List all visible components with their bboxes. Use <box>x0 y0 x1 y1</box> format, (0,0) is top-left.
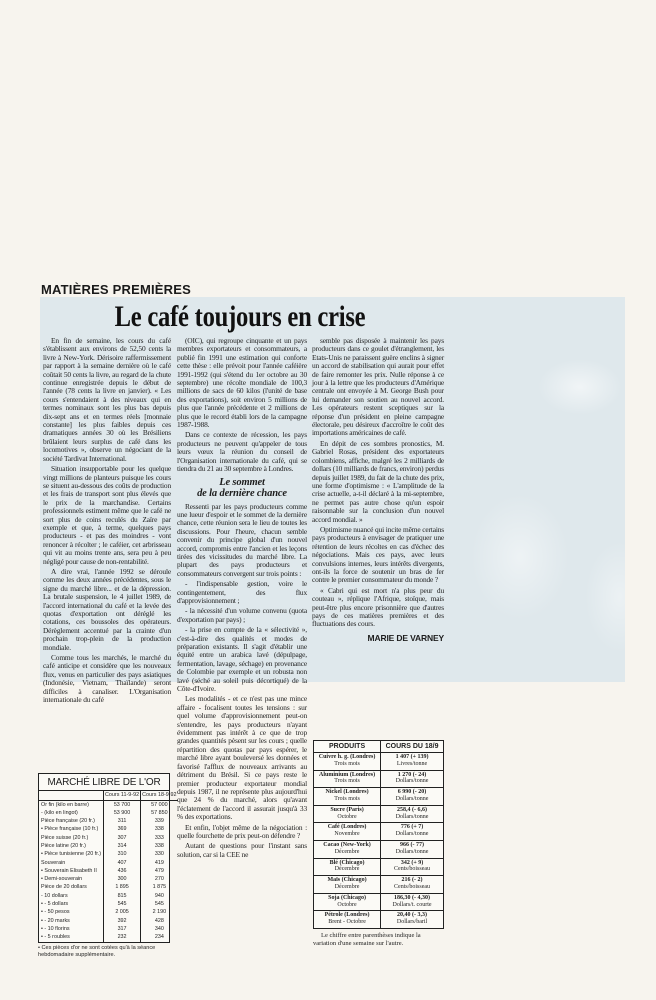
gold-header-date-1: Cours 11-9-92 <box>105 792 140 798</box>
gold-item-label: Pièce latine (20 fr.) <box>41 842 86 849</box>
gold-table-row <box>39 842 178 850</box>
prices-table-row <box>314 893 443 911</box>
gold-price-11-9: 392 <box>104 917 141 925</box>
prices-table-row <box>314 858 443 876</box>
product-cell <box>314 823 381 841</box>
gold-table-row <box>39 933 178 941</box>
gold-item-label: • - 5 roubles <box>41 934 70 941</box>
price-value: 258,4 (- 6,6) <box>397 806 428 813</box>
gold-item-label: - (kilo en lingot) <box>41 809 78 816</box>
product-cell <box>314 788 381 806</box>
gold-price-11-9: 1 895 <box>104 883 141 891</box>
price-value: 216 (- 2) <box>401 877 423 884</box>
gold-table-row <box>39 825 178 833</box>
gold-item-label: • - 20 marks <box>41 917 70 924</box>
price-unit: Cents/boisseau <box>394 883 431 890</box>
gold-item-label: Souverain <box>41 859 66 866</box>
paragraph: « Cabri qui est mort n'a plus peur du couteau », réplique l'Afrique, stoïque, mais peut-être plus encore prisonnière que d'autres pays de ces matières premières et des fluctuations des cours. <box>312 585 444 629</box>
paragraph: Optimisme nuancé qui incite même certains pays producteurs à envisager de pratiquer une rétention de leurs récoltes en cas d'échec des négociations. Mais ces pays, avec leurs convulsions internes, leurs intérêts divergents, ont-ils la force de soutenir un bras de fer contre le premier consommateur du monde ? <box>312 524 444 585</box>
product-term: Octobre <box>337 813 357 820</box>
price-cell <box>381 876 443 894</box>
product-cell <box>314 805 381 823</box>
gold-price-18-9: 2 190 <box>141 908 178 916</box>
gold-price-18-9: 338 <box>141 825 178 833</box>
paragraph: semble pas disposée à maintenir les pays producteurs dans ce goulet d'étranglement, les Etats-Unis ne paraissent guère enclins à signer un accord de stabilisation qui aurait pour effet de faire remonter les prix. Nulle réponse à ce jour à la lettre que les producteurs d'Amérique centrale ont envoyée à M. George Bush pour lui demander son soutien au nouvel accord. Les opérateurs restent sceptiques sur la réponse d'un président en pleine campagne électorale, peu désireux d'accroître le coût des importations américaines de café. <box>312 336 444 438</box>
price-cell <box>381 840 443 858</box>
author-byline: MARIE DE VARNEY <box>367 632 444 643</box>
price-unit: Dollars/baril <box>396 919 428 926</box>
gold-price-11-9: 436 <box>104 867 141 875</box>
gold-price-11-9: 53 900 <box>104 809 141 817</box>
gold-price-18-9: 234 <box>141 933 178 941</box>
article-column-2 <box>177 337 307 861</box>
gold-price-11-9: 300 <box>104 875 141 883</box>
gold-table-row <box>39 892 178 900</box>
paragraph: A dire vrai, l'année 1992 se déroule comme les deux années précédentes, sous le signe du marché libre... et de la dépression. La brutale suspension, le 4 juillet 1989, de l'accord international du café et la levée des quotas d'exportation ont déréglé les cotations, ces boussoles des opérateurs. Dérèglement accentué par la crainte d'un prochain trop-plein de la production mondiale. <box>43 566 171 652</box>
gold-price-18-9: 57 000 <box>141 800 178 809</box>
price-cell <box>381 788 443 806</box>
gold-price-11-9: 407 <box>104 859 141 867</box>
prices-header-price: COURS DU 18/9 <box>381 741 443 753</box>
gold-price-11-9: 314 <box>104 842 141 850</box>
gold-price-11-9: 310 <box>104 850 141 858</box>
paragraph: Comme tous les marchés, le marché du café anticipe et considère que les nouveaux flux, venus en particulier des pays asiatiques (Indonésie, Vietnam, Thaïlande) seront difficiles à canaliser. L'Organisation internationale du café <box>43 653 171 705</box>
gold-price-11-9: 53 700 <box>104 800 141 809</box>
paragraph: (OIC), qui regroupe cinquante et un pays membres exportateurs et consommateurs, a publié fin 1991 une estimation qui conforte cette thèse : elle prévoit pour l'année caféière 1991-1992 (qui s'étend du 1er octobre au 30 septembre) une récolte mondiale de 100,3 millions de sacs de 60 kilos (l'unité de base des exportations), soit environ 5 millions de plus que l'année précédente et 2 millions de plus que le record établi lors de la campagne 1987-1988. <box>177 336 307 430</box>
price-cell <box>381 805 443 823</box>
product-name: Aluminium (Londres) <box>319 771 376 778</box>
gold-table-row <box>39 809 178 817</box>
paragraph: En fin de semaine, les cours du café s'établissent aux environs de 52,50 cents la livre à New-York. Dérisoire raffermissement par rapport à la semaine dernière où le café coûtait 50 cents la livre, au regard de la chute continue enregistrée depuis le début de l'année (78 cents la livre en janvier). « Les cours s'entendaient à des niveaux qui en termes nominaux sont les plus bas depuis dix-sept ans et en termes réels [monnaie constante] les plus faibles depuis ces dramatiques années 30 où les Brésiliens brûlaient leurs surplus de café dans les locomotives », observe un négociant de la société Tardivat International. <box>43 336 171 463</box>
price-cell <box>381 858 443 876</box>
gold-item-label: - 10 dollars <box>41 892 68 899</box>
prices-header-row <box>314 741 443 753</box>
gold-price-11-9: 545 <box>104 900 141 908</box>
gold-price-18-9: 419 <box>141 859 178 867</box>
gold-table-row <box>39 817 178 825</box>
product-term: Trois mois <box>334 795 360 802</box>
gold-header-date-2: Cours 18-9-92 <box>142 792 177 798</box>
product-name: Nickel (Londres) <box>325 789 369 796</box>
gold-table-grid <box>39 791 178 942</box>
product-term: Brent - Octobre <box>328 919 366 926</box>
price-value: 6 990 (- 20) <box>397 789 427 796</box>
subheading-line-1: Le sommet <box>219 476 265 488</box>
gold-market-table <box>38 773 177 943</box>
paragraph: Et enfin, l'objet même de la négociation : quelle fourchette de prix peut-on défendre ? <box>177 822 307 840</box>
gold-table-row <box>39 883 178 891</box>
gold-item-label: Or fin (kilo en barre) <box>41 801 89 808</box>
gold-table-row <box>39 908 178 916</box>
paragraph: Situation insupportable pour les quelque vingt millions de planteurs puisque les cours se situent au-dessous des coûts de production et les frais de transport sont plus élevés que le prix de la marchandise. Certains professionnels estiment même que le café ne sort plus de coins reculés du Zaïre par exemple et que, à terme, quelques pays producteurs - et pas des moindres - vont renoncer à récolter ; le caféier, cet arbrisseau qui vit au moins trente ans, sera peu à peu négligé pour cause de non-rentabilité. <box>43 464 171 566</box>
gold-table-row <box>39 834 178 842</box>
gold-table-row <box>39 917 178 925</box>
gold-price-11-9: 369 <box>104 825 141 833</box>
product-name: Café (Londres) <box>327 824 367 831</box>
gold-price-18-9: 940 <box>141 892 178 900</box>
price-unit: Dollars/tonne <box>395 813 429 820</box>
product-cell <box>314 840 381 858</box>
product-name: Blé (Chicago) <box>329 859 365 866</box>
gold-price-18-9: 330 <box>141 850 178 858</box>
product-term: Trois mois <box>334 760 360 767</box>
paragraph: Autant de questions pour l'instant sans solution, car si la CEE ne <box>177 841 307 859</box>
gold-price-18-9: 270 <box>141 875 178 883</box>
product-cell <box>314 770 381 788</box>
product-cell <box>314 893 381 911</box>
price-cell <box>381 770 443 788</box>
prices-table-row <box>314 876 443 894</box>
gold-price-11-9: 307 <box>104 834 141 842</box>
subheading-line-2: de la dernière chance <box>197 488 287 499</box>
gold-table-row <box>39 850 178 858</box>
gold-price-18-9: 57 850 <box>141 809 178 817</box>
subheading <box>177 477 307 500</box>
price-unit: Dollars/tonne <box>395 795 429 802</box>
price-value: 966 (- 77) <box>400 841 425 848</box>
gold-table-row <box>39 800 178 809</box>
gold-price-18-9: 1 875 <box>141 883 178 891</box>
gold-table-row <box>39 859 178 867</box>
price-cell <box>381 893 443 911</box>
paragraph: - l'indispensable gestion, voire le contingentement, des flux d'approvisionnement ; <box>177 579 307 605</box>
price-unit: Dollars/tonne <box>395 848 429 855</box>
gold-table-row <box>39 875 178 883</box>
gold-header-blank <box>39 791 104 800</box>
section-label: MATIÈRES PREMIÈRES <box>41 282 191 297</box>
gold-price-18-9: 428 <box>141 917 178 925</box>
product-name: Maïs (Chicago) <box>327 877 367 884</box>
price-unit: Cents/boisseau <box>394 866 431 873</box>
price-unit: Dollars/t. courte <box>392 901 432 908</box>
commodity-prices-table <box>313 740 444 929</box>
prices-table-note: Le chiffre entre parenthèses indique la variation d'une semaine sur l'autre. <box>313 932 421 947</box>
prices-table-row <box>314 823 443 841</box>
product-cell <box>314 753 381 771</box>
paragraph: En dépit de ces sombres pronostics, M. Gabriel Rosas, président des exportateurs colombiens, affiche, malgré les 2 milliards de dollars (10 milliards de francs, environ) perdus depuis juillet 1989, du fait de la chute des prix, une forme d'optimisme : « L'amplitude de la crise actuelle, a-t-il déclaré à la mi-septembre, ne permet pas autre chose qu'un espoir raisonnable sur la conclusion d'un nouvel accord mondial. » <box>312 438 444 524</box>
gold-item-label: • Pièce tunisienne (20 fr.) <box>41 851 102 858</box>
gold-item-label: • - 5 dollars <box>41 901 69 908</box>
prices-table-row <box>314 805 443 823</box>
prices-table-row <box>314 788 443 806</box>
gold-table-title: MARCHÉ LIBRE DE L'OR <box>39 774 169 791</box>
product-term: Décembre <box>334 866 360 873</box>
product-term: Trois mois <box>334 778 360 785</box>
gold-price-18-9: 333 <box>141 834 178 842</box>
product-name: Cacao (New-York) <box>323 841 371 848</box>
product-cell <box>314 858 381 876</box>
price-cell <box>381 823 443 841</box>
gold-price-18-9: 479 <box>141 867 178 875</box>
gold-price-18-9: 340 <box>141 925 178 933</box>
gold-table-row <box>39 867 178 875</box>
gold-price-18-9: 338 <box>141 842 178 850</box>
gold-price-11-9: 815 <box>104 892 141 900</box>
paragraph: Ressenti par les pays producteurs comme une lueur d'espoir et le sommet de la dernière chance, cette réunion sera le lieu de toutes les discussions. Pour l'heure, chacun semble convenir du principe global d'un nouvel accord, compromis entre l'ancien et les leçons tirées des vicissitudes du marché libre. La plupart des pays producteurs et consommateurs convergent sur trois points : <box>177 501 307 578</box>
price-unit: Dollars/tonne <box>395 831 429 838</box>
gold-item-label: Pièce suisse (20 fr.) <box>41 834 89 841</box>
price-value: 1 270 (- 24) <box>397 771 427 778</box>
gold-price-18-9: 339 <box>141 817 178 825</box>
prices-header-products: PRODUITS <box>314 741 381 753</box>
price-value: 1 407 (+ 139) <box>395 754 429 760</box>
gold-price-11-9: 317 <box>104 925 141 933</box>
prices-table-row <box>314 840 443 858</box>
paragraph: Les modalités - et ce n'est pas une mince affaire - focalisent toutes les tensions : sur quel volume d'approvisionnement peut-on s'entendre, les pays producteurs n'ayant évidemment pas intérêt à ce que de trop grandes quantités pèsent sur les cours ; quelle répartition des quotas par pays espérer, le marché libre ayant bouleversé les données et favorisé l'afflux de nouveaux arrivants au détriment du Brésil. Si ce pays reste le premier producteur exportateur mondial depuis 1987, il ne représente plus aujourd'hui que 24 % du marché, alors qu'avant l'éclatement de l'accord il assurait jusqu'à 33 % des exportations. <box>177 694 307 822</box>
price-value: 776 (+ 7) <box>400 824 424 831</box>
gold-table-row <box>39 900 178 908</box>
gold-item-label: • - 50 pesos <box>41 909 70 916</box>
gold-item-label: • - 10 florins <box>41 925 70 932</box>
product-term: Décembre <box>334 848 360 855</box>
article-column-3 <box>312 337 444 643</box>
prices-table-row <box>314 753 443 771</box>
gold-item-label: • Pièce française (10 fr.) <box>41 826 99 833</box>
paragraph: - la prise en compte de la « sélectivité », c'est-à-dire des qualités et modes de préparation existants. Il s'agit d'établir une équité entre un arabica lavé (dépulpage, fermentation, lavage, séchage) en provenance de Colombie par exemple et un robusta non lavé (séché au soleil puis décortiqué) de la Côte-d'Ivoire. <box>177 625 307 694</box>
gold-table-header-row <box>39 791 178 800</box>
gold-item-label: • Demi-souverain <box>41 876 83 883</box>
gold-price-11-9: 311 <box>104 817 141 825</box>
product-name: Pétrole (Londres) <box>324 912 370 919</box>
price-cell <box>381 911 443 928</box>
product-term: Décembre <box>334 883 360 890</box>
gold-item-label: Pièce de 20 dollars <box>41 884 87 891</box>
headline: Le café toujours en crise <box>114 300 366 333</box>
gold-price-11-9: 2 005 <box>104 908 141 916</box>
price-value: 20,40 (- 3,3) <box>397 912 428 919</box>
price-value: 342 (+ 9) <box>400 859 424 866</box>
price-unit: Livres/tonne <box>396 760 428 767</box>
paragraph: - la nécessité d'un volume convenu (quota d'exportation par pays) ; <box>177 606 307 624</box>
product-term: Novembre <box>334 831 360 838</box>
gold-item-label: Pièce française (20 fr.) <box>41 818 95 825</box>
paragraph: Dans ce contexte de récession, les pays producteurs ne peuvent qu'appeler de tous leurs vœux la réunion du conseil de l'Organisation internationale du café, qui se tiendra du 21 au 30 septembre à Londres. <box>177 430 307 474</box>
product-name: Cuivre h. g. (Londres) <box>318 754 376 760</box>
prices-table-row <box>314 770 443 788</box>
article-column-1 <box>43 337 171 706</box>
gold-price-11-9: 232 <box>104 933 141 941</box>
prices-table-row <box>314 911 443 928</box>
price-value: 186,30 (- 4,30) <box>394 894 431 901</box>
product-name: Sucre (Paris) <box>330 806 364 813</box>
product-cell <box>314 876 381 894</box>
product-name: Soja (Chicago) <box>328 894 366 901</box>
gold-table-footnote: • Ces pièces d'or ne sont cotées qu'à la séance hebdomadaire supplémentaire. <box>38 945 156 958</box>
product-term: Octobre <box>337 901 357 908</box>
price-unit: Dollars/tonne <box>395 778 429 785</box>
gold-item-label: • Souverain Elisabeth II <box>41 867 97 874</box>
gold-table-row <box>39 925 178 933</box>
price-cell <box>381 753 443 771</box>
gold-price-18-9: 545 <box>141 900 178 908</box>
product-cell <box>314 911 381 928</box>
